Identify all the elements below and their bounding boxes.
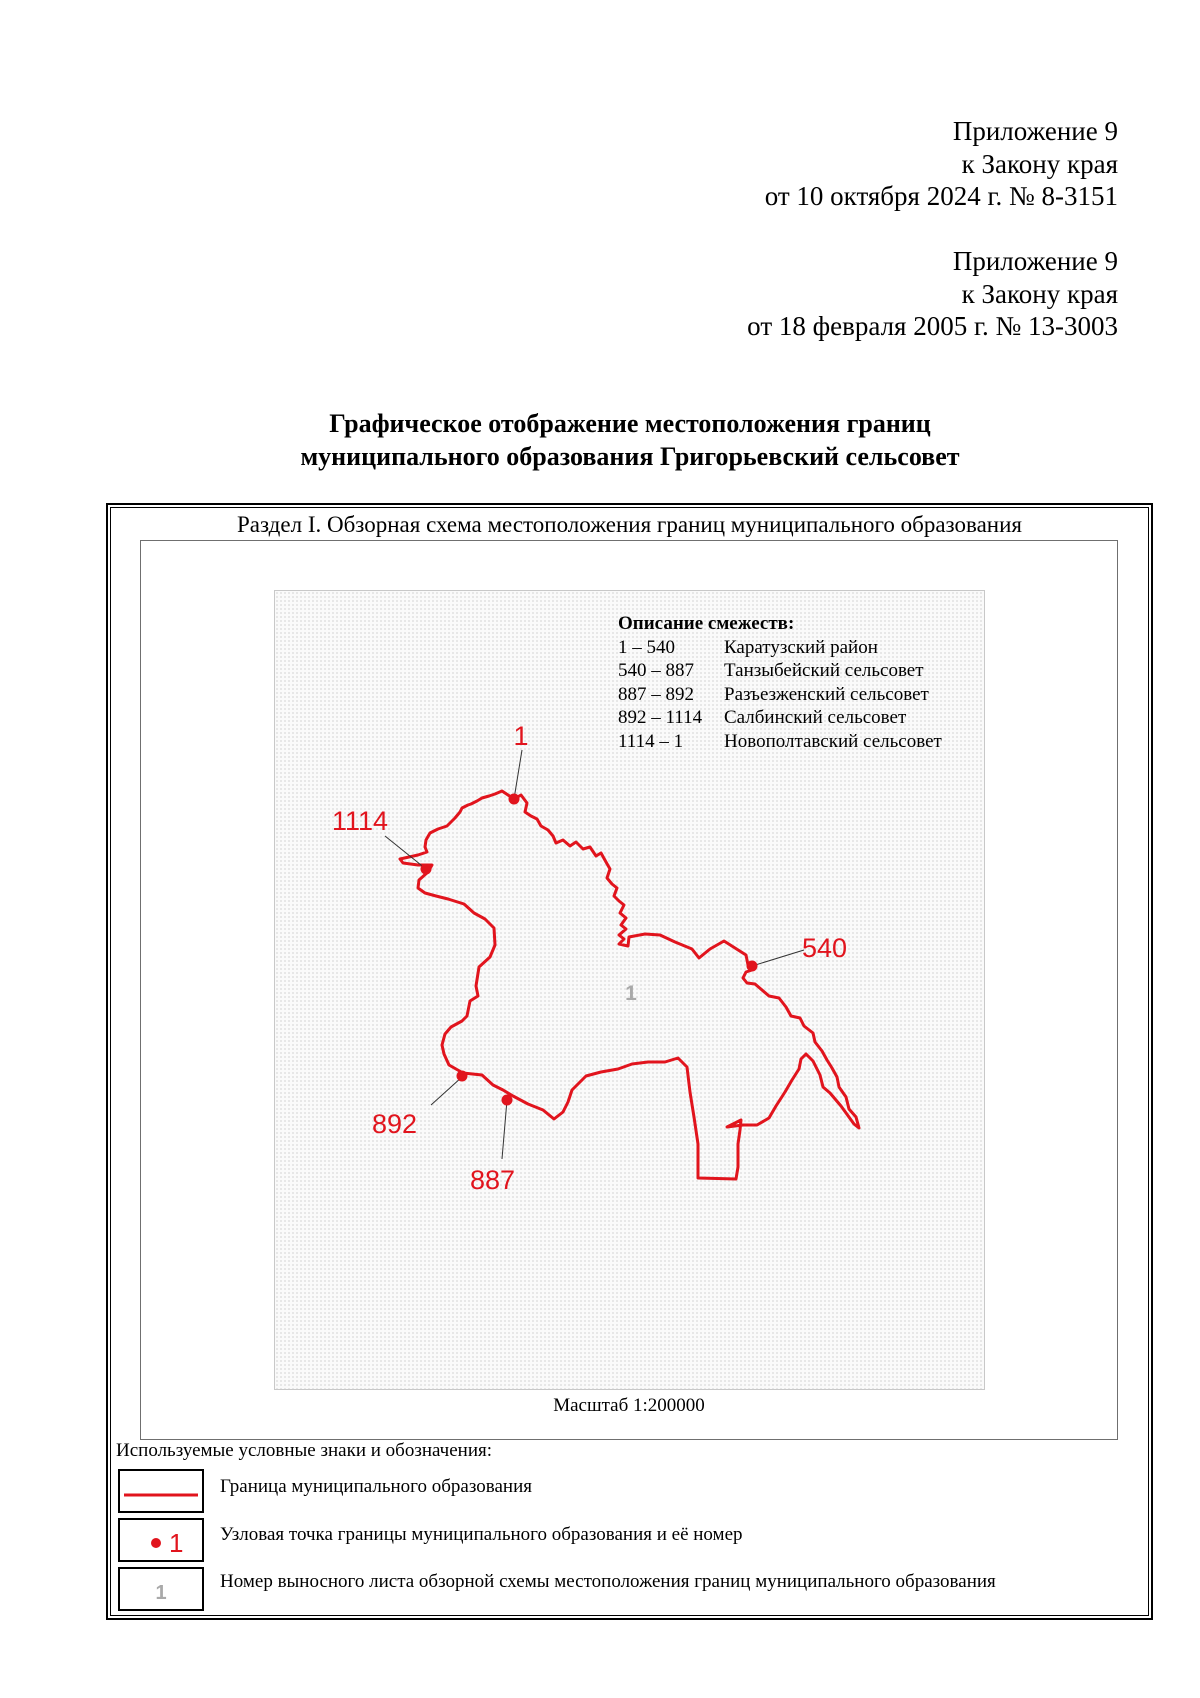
node-point-1114: [421, 864, 432, 875]
adjacency-heading: Описание смежеств:: [618, 613, 795, 634]
adjacency-name: Разъезженский сельсовет: [724, 683, 929, 705]
node-point-540: [747, 961, 758, 972]
appendix-current-line3: от 10 октября 2024 г. № 8-3151: [764, 181, 1118, 211]
map-scale: Масштаб 1:200000: [553, 1395, 705, 1416]
node-point-892: [457, 1071, 468, 1082]
sheet-number-label: 1: [625, 982, 637, 1005]
legend-sheet-sample: 1: [155, 1582, 167, 1604]
legend-node-sample: 1: [169, 1528, 184, 1558]
legend-heading: Используемые условные знаки и обозначения:: [116, 1440, 493, 1461]
section-title: Раздел I. Обзорная схема местоположения границ муниципального образования: [237, 512, 1022, 537]
appendix-original-line3: от 18 февраля 2005 г. № 13-3003: [747, 311, 1118, 341]
adjacency-name: Каратузский район: [724, 636, 878, 658]
boundary-line-icon: [120, 1471, 202, 1511]
node-label-1114: 1114: [332, 806, 389, 836]
adjacency-range: 892 – 1114: [618, 707, 703, 728]
adjacency-name: Салбинский сельсовет: [724, 707, 907, 728]
adjacency-name: Новополтавский сельсовет: [724, 730, 942, 752]
adjacency-range: 887 – 892: [618, 683, 694, 705]
leader-line-point-892: [431, 1077, 462, 1105]
legend-symbol-node-point: [118, 1518, 204, 1562]
leader-line-point-887: [502, 1100, 507, 1159]
node-label-540: 540: [802, 933, 848, 963]
legend-label-sheet-number: Номер выносного листа обзорной схемы местоположения границ муниципального образования: [220, 1571, 996, 1592]
adjacency-name: Танзыбейский сельсовет: [724, 660, 924, 681]
adjacency-range: 540 – 887: [618, 660, 694, 681]
appendix-current-line2: к Закону края: [961, 148, 1118, 179]
legend-label-node-point: Узловая точка границы муниципального образования и её номер: [220, 1524, 743, 1545]
sheet-number-icon: [120, 1569, 202, 1609]
leader-line-point-540: [752, 950, 804, 966]
document-title-line2: муниципального образования Григорьевский сельсовет: [300, 442, 960, 471]
appendix-original-line2: к Закону края: [961, 278, 1118, 309]
node-point-1: [509, 794, 520, 805]
appendix-current-line1: Приложение 9: [952, 116, 1118, 146]
node-label-887: 887: [470, 1165, 516, 1195]
node-point-887: [502, 1095, 513, 1106]
legend-symbol-sheet-number: [118, 1567, 204, 1611]
appendix-original-line1: Приложение 9: [952, 246, 1118, 276]
legend-symbol-boundary: [118, 1469, 204, 1513]
node-point-icon: [120, 1520, 202, 1560]
leader-line-point-1: [514, 750, 522, 799]
document-title-line1: Графическое отображение местоположения границ: [329, 409, 931, 438]
adjacency-range: 1 – 540: [618, 636, 675, 658]
adjacency-range: 1114 – 1: [618, 730, 684, 752]
node-label-892: 892: [372, 1109, 418, 1139]
node-label-1: 1: [513, 721, 529, 751]
legend-label-boundary: Граница муниципального образования: [220, 1476, 532, 1497]
